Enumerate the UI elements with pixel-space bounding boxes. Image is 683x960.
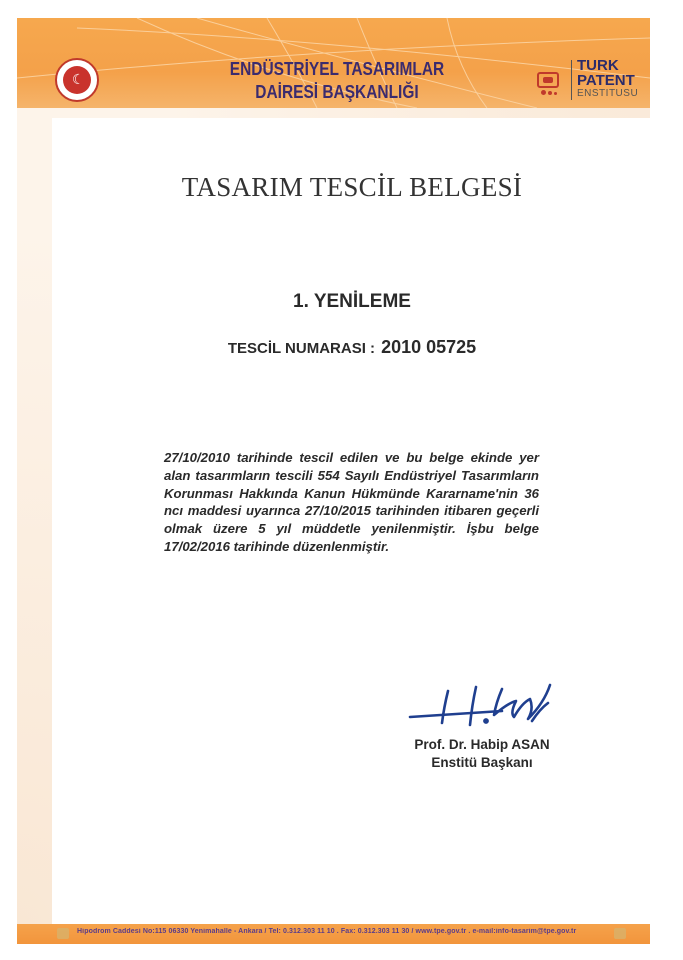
- signatory-title: Enstitü Başkanı: [431, 755, 533, 770]
- header-title-line2: DAİRESİ BAŞKANLIĞI: [255, 82, 419, 102]
- registration-label: TESCİL NUMARASI :: [227, 340, 376, 357]
- footer-contact-text: Hipodrom Caddesi No:115 06330 Yenimahalle - Ankara / Tel: 0.312.303 11 10 . Fax: 0.312.303 11 30 / www.tpe.gov.tr . e-mail:info-tasarim@tpe.gov.tr: [77, 928, 577, 935]
- registration-number: 2010 05725: [381, 337, 477, 357]
- logo-line2: PATENT: [577, 72, 635, 89]
- footer-band: [17, 924, 650, 944]
- logo-mark-icon: [537, 72, 559, 88]
- renewal-heading: 1. YENİLEME: [293, 291, 411, 312]
- logo-dots-icon: [541, 90, 557, 96]
- logo-line3: ENSTITUSU: [577, 88, 639, 99]
- header-title-line1: ENDÜSTRİYEL TASARIMLAR: [229, 59, 445, 79]
- footer-right-icon: [614, 928, 626, 939]
- logo-line1: TURK: [577, 57, 619, 74]
- footer-left-icon: [57, 928, 69, 939]
- certificate-panel: [52, 118, 652, 926]
- certificate-body-text: 27/10/2010 tarihinde tescil edilen ve bu belge ekinde yer alan tasarımların tescili 554 Sayılı Endüstriyel Tasarımların Korunması Hakkında Kanun Hükmünde Kararname'nin 36 ncı maddesi uyarınca 27/10/2015 tarihinden itibaren geçerli olmak üzere 5 yıl müddetle yenilenmiştir. İşbu belge 17/02/2016 tarihinde düzenlenmiştir.: [164, 450, 539, 554]
- signatory-name: Prof. Dr. Habip ASAN: [414, 737, 550, 752]
- document-title: TASARIM TESCİL BELGESİ: [181, 172, 523, 202]
- handwritten-signature: [382, 673, 582, 733]
- ministry-emblem: ☾: [55, 58, 99, 102]
- header-band: [17, 18, 650, 108]
- certificate-sheet: [17, 18, 650, 944]
- registration-number-line: [52, 337, 652, 358]
- turk-patent-logo: [537, 58, 647, 102]
- header-title: [217, 58, 458, 104]
- signatory-block: [382, 736, 582, 772]
